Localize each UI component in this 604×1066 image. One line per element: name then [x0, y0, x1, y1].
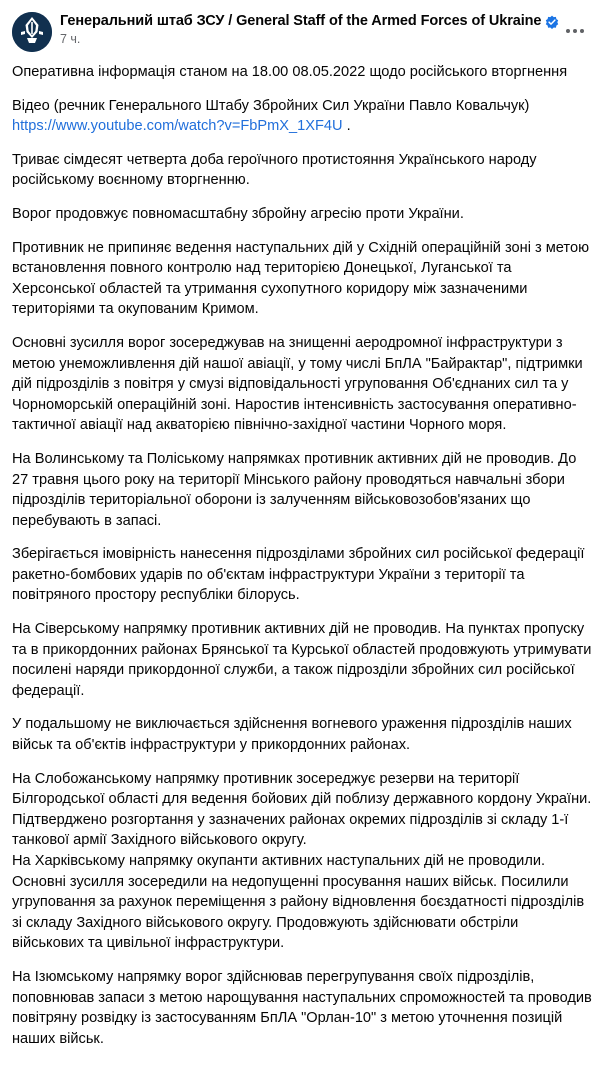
post-paragraph: Ворог продовжує повномасштабну збройну агресію проти України. [12, 205, 464, 222]
link-suffix: . [342, 118, 351, 135]
verified-badge-icon [545, 15, 559, 29]
post-paragraph: Зберігається імовірність нанесення підрозділами збройних сил російської федерації ракетно-бомбових ударів по об'єктам інфраструктури України з території та повітряного простору республіки білорусь. [12, 546, 585, 604]
post-paragraph: Триває сімдесят четверта доба героїчного протистояння Українського народу російському воєнному вторгненню. [12, 151, 537, 189]
post-timestamp[interactable]: 7 ч. [60, 32, 81, 46]
video-intro-text: Відео (речник Генерального Штабу Збройних Сил України Павло Ковальчук) [12, 97, 530, 114]
dot-1 [566, 29, 570, 33]
post-paragraph: Противник не припиняє ведення наступальних дій у Східній операційній зоні з метою встановлення повного контролю над територією Донецької, Луганської та Херсонської областей та утримання сухопутного коридору між зазначеними територіями та окупованим Кримом. [12, 239, 590, 318]
youtube-link[interactable]: https://www.youtube.com/watch?v=FbPmX_1XF4U [12, 118, 343, 135]
post-paragraph: На Слобожанському напрямку противник зосереджує резерви на території Білгородської області для ведення бойових дій поблизу державного кордону України. Підтверджено розгортання у зазначених районах окремих підрозділів зі складу 1-ї танкової армії Західного військового округу. [12, 770, 592, 849]
page-name[interactable]: Генеральний штаб ЗСУ / General Staff of the Armed Forces of Ukraine [60, 13, 542, 29]
post-paragraph: На Ізюмському напрямку ворог здійснював перегрупування своїх підрозділів, поповнював запаси з метою нарощування наступальних спроможностей та проводив повітряну розвідку із застосуванням БпЛА "Орлан-10" з метою уточнення позицій наших військ. [12, 968, 592, 1047]
post-timestamp-row [60, 32, 592, 47]
post-paragraph: На Сіверському напрямку противник активних дій не проводив. На пунктах пропуску та в прикордонних районах Брянської та Курської областей продовжують утримувати посилені наряди прикордонної служби, а також підрозділи збройних сил російської федерації. [12, 621, 592, 699]
post-header [12, 12, 592, 52]
post-paragraph: На Харківському напрямку окупанти активних наступальних дій не проводили. Основні зусилля зосередили на недопущенні просування наших військ. Посилили угруповання за рахунок переміщення з району відновлення боєздатності підрозділів зі складу Західного військового округу. Продовжують здійснювати обстріли військових та цивільної інфраструктури. [12, 853, 585, 952]
dot-3 [580, 29, 584, 33]
post-paragraph: У подальшому не виключається здійснення вогневого ураження підрозділів наших військ та об'єктів інфраструктури у прикордонних районах. [12, 716, 572, 754]
avatar[interactable] [12, 12, 52, 52]
post-text-body [12, 62, 592, 1066]
dot-2 [573, 29, 577, 33]
general-staff-emblem-icon [12, 12, 52, 52]
post-header-text [60, 12, 592, 47]
post-paragraph: На Волинському та Поліському напрямках противник активних дій не проводив. До 27 травня цього року на території Мінського району проводяться навчальні збори підрозділів територіальної оборони із залученням військовозобов'язаних що перебувають в запасі. [12, 450, 577, 529]
page-name-row [60, 13, 592, 30]
post-paragraph: Оперативна інформація станом на 18.00 08.05.2022 щодо російського вторгнення [12, 64, 568, 80]
post-paragraph-video [12, 96, 592, 137]
more-options-icon[interactable] [560, 16, 590, 46]
post-paragraph: Основні зусилля ворог зосереджував на знищенні аеродромної інфраструктури з метою унеможливлення дій нашої авіації, у тому числі БпЛА "Байрактар", підтримки дій підрозділів з повітря у смузі відповідальності угруповання Об'єднаних сил та у Чорноморській операційній зоні. Наростив інтенсивність застосування оперативно-тактичної авіації над акваторією північно-західної частини Чорного моря. [12, 334, 583, 434]
